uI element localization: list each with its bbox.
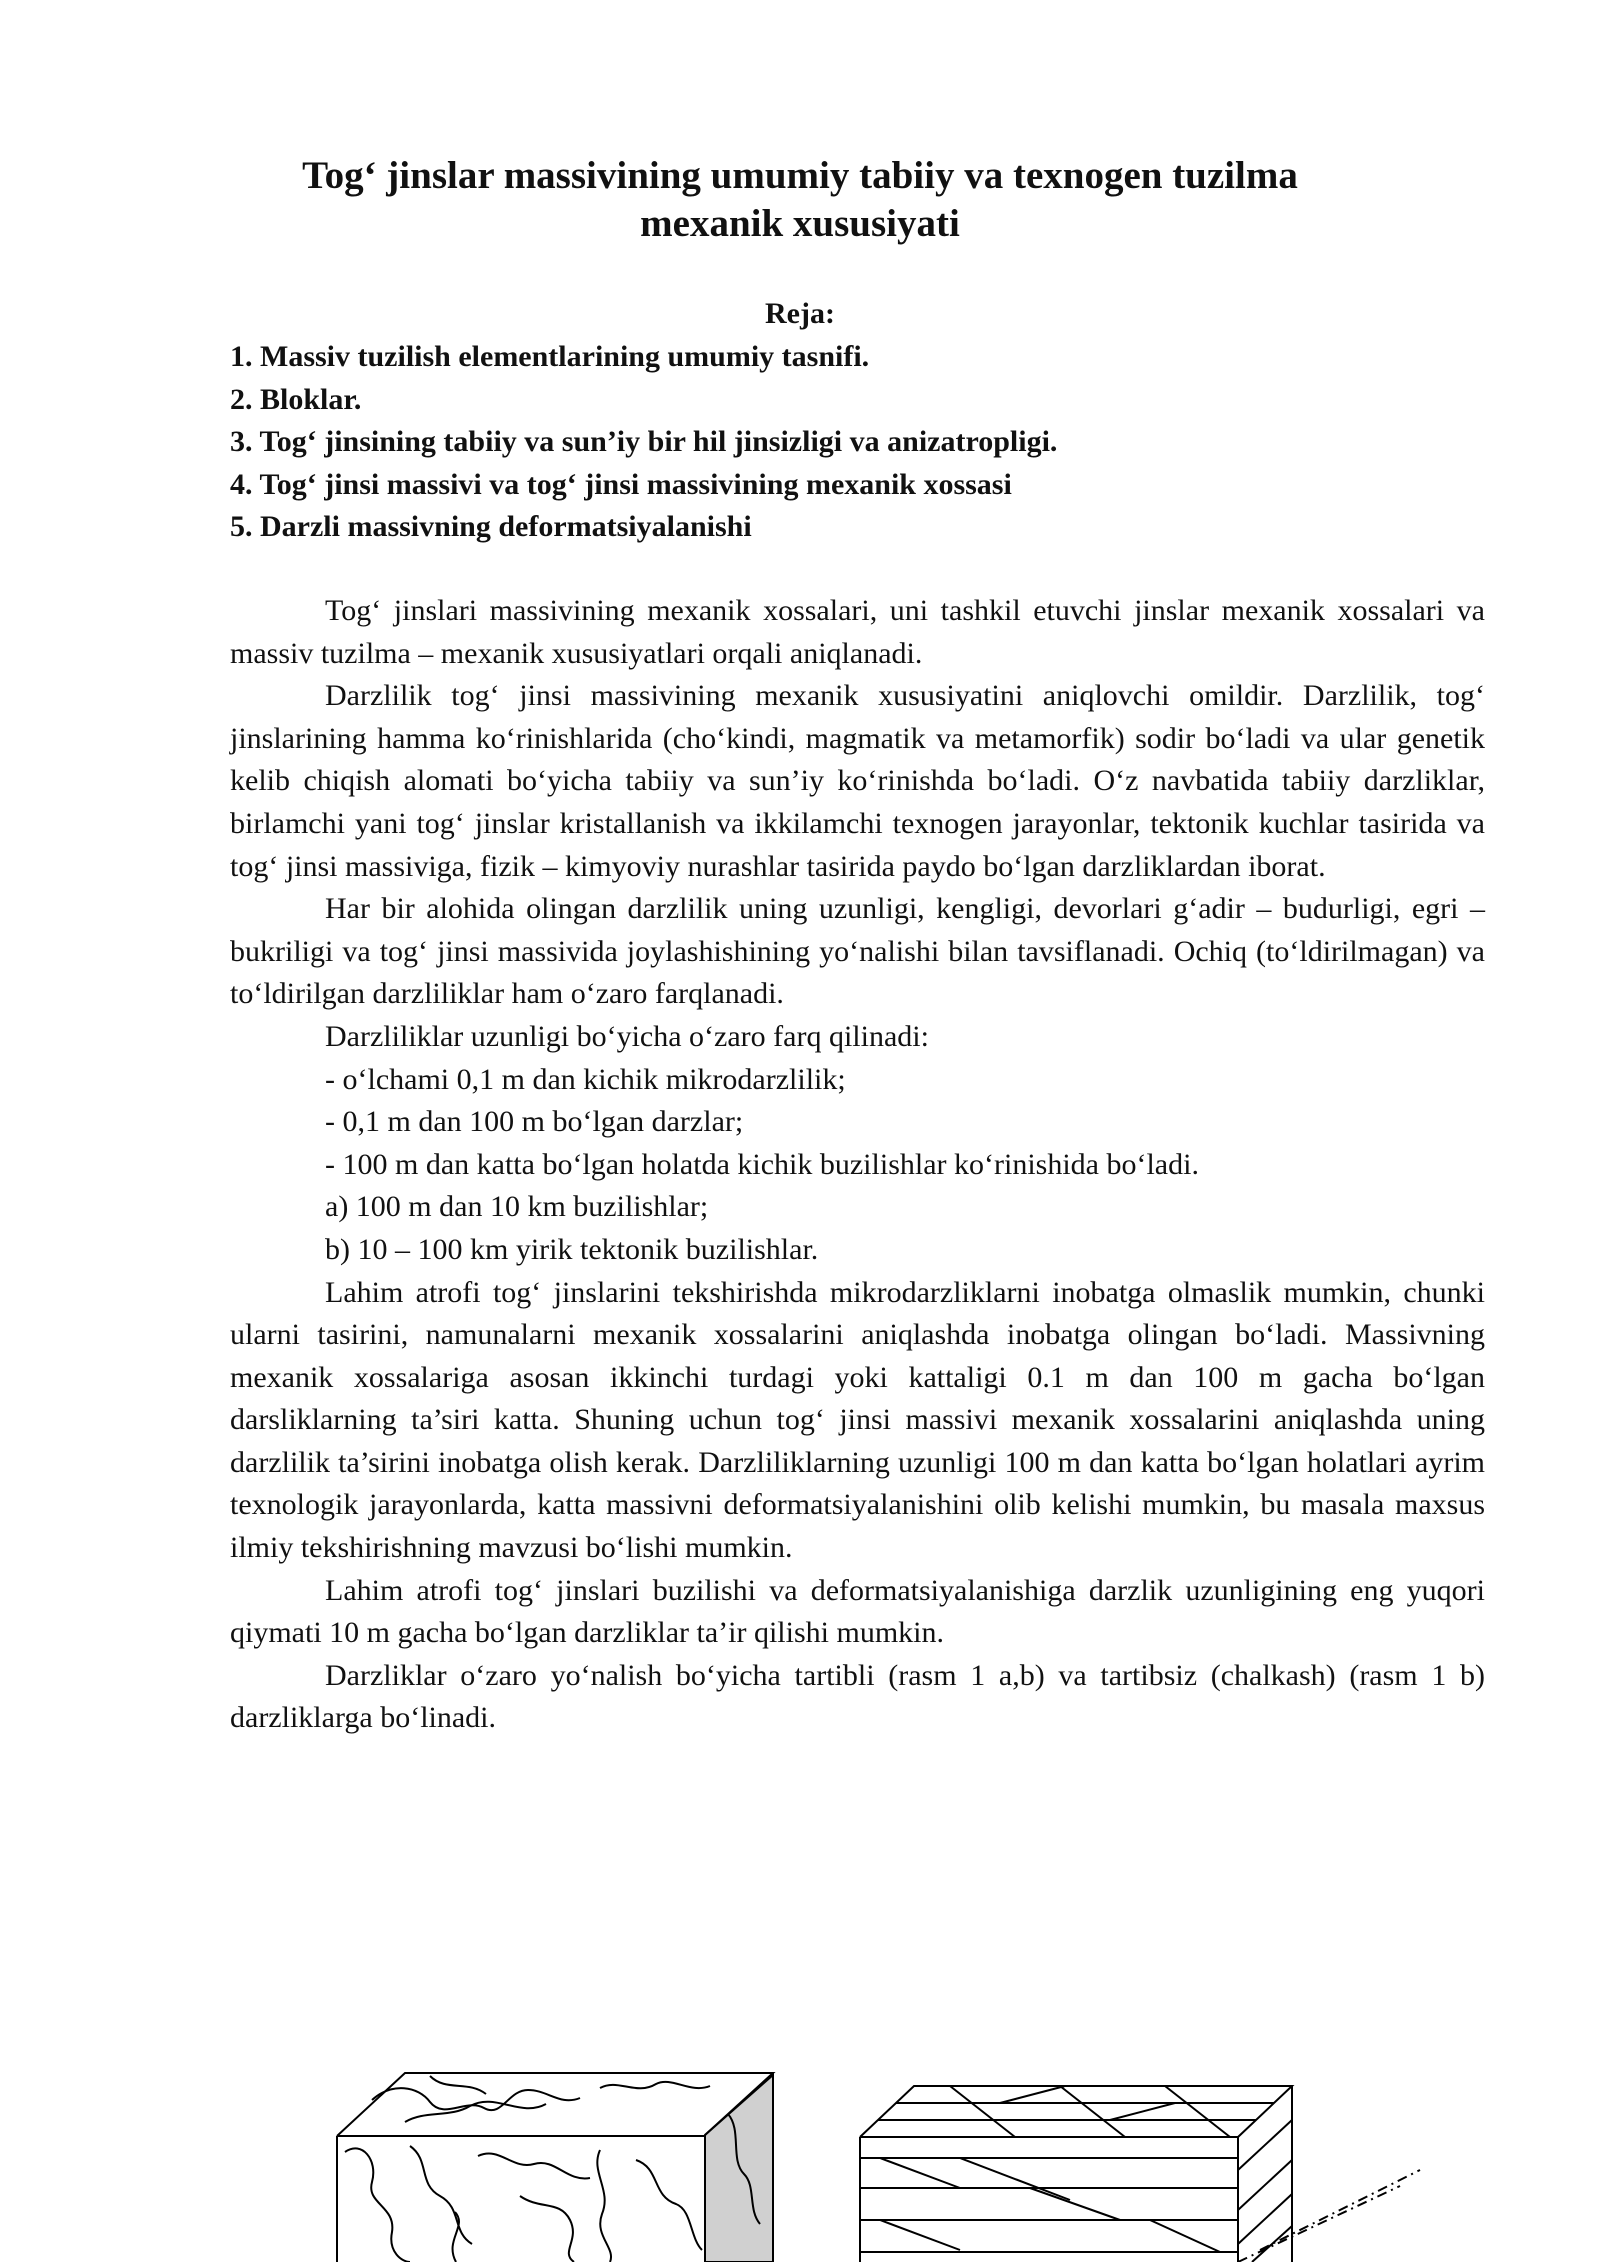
plan-item: 3. Tog‘ jinsining tabiiy va sun’iy bir hil jinsizligi va anizatropligi. [230,425,1058,458]
plan-item: 5. Darzli massivning deformatsiyalanishi [230,510,752,543]
plan-item: 1. Massiv tuzilish elementlarining umumiy tasnifi. [230,340,870,373]
plan-heading: Reja: [765,297,835,330]
plan-list [230,336,1490,549]
paragraph-3: Har bir alohida olingan darzlilik uning uzunligi, kengligi, devorlari g‘adir – budurligi, egri – bukriligi va tog‘ jinsi massivida joylashishining yo‘nalishi bilan tavsiflanadi. Ochiq (to‘ldirilmagan) va to‘ldirilgan darzliliklar ham o‘zaro farqlanadi. [230,892,1485,1011]
paragraph-1: Tog‘ jinslari massivining mexanik xossalari, uni tashkil etuvchi jinslar mexanik xossalari va massiv tuzilma – mexanik xususiyatlari orqali aniqlanadi. [230,594,1485,670]
list-item: - 0,1 m dan 100 m bo‘lgan darzlar; [325,1105,744,1139]
block-ordered-cracks [860,2086,1420,2262]
paragraph-6: Lahim atrofi tog‘ jinslari buzilishi va deformatsiyalanishiga darzlik uzunligining eng yuqori qiymati 10 m gacha bo‘lgan darzliklar ta’ir qilishi mumkin. [230,1573,1485,1650]
figure-fracture-blocks [0,2060,1600,2262]
list-item: a) 100 m dan 10 km buzilishlar; [325,1190,709,1224]
list-item: - o‘lchami 0,1 m dan kichik mikrodarzlilik; [325,1062,846,1096]
paragraph-5: Lahim atrofi tog‘ jinslarini tekshirishda mikrodarzliklarni inobatga olmaslik mumkin, chunki ularni tasirini, namunalarni mexanik xossalarini aniqlashda inobatga olingan bo‘ladi. Massivning mexanik xossalariga asosan ikkinchi turdagi yoki kattaligi 0.1 m dan 100 m gacha bo‘lgan darsliklarning ta’siri katta. Shuning uchun tog‘ jinsi massivi mexanik xossalarini aniqlashda uning darzlilik ta’sirini inobatga olish kerak. Darzliliklarning uzunligi 100 m dan katta bo‘lgan holatlari ayrim texnologik jarayonlarda, katta massivni deformatsiyalanishini olib kelishi mumkin, bu masala maxsus ilmiy tekshirishning mavzusi bo‘lishi mumkin. [230,1275,1485,1565]
plan-item: 2. Bloklar. [230,382,362,416]
list-item: b) 10 – 100 km yirik tektonik buzilishlar. [325,1232,819,1266]
title-line-1: Tog‘ jinslar massivining umumiy tabiiy va texnogen tuzilma [302,154,1298,197]
block-chaotic-cracks [337,2073,773,2262]
title-line-2: mexanik xususiyati [640,202,960,245]
paragraph-7: Darzliklar o‘zaro yo‘nalish bo‘yicha tartibli (rasm 1 a,b) va tartibsiz (chalkash) (rasm 1 b) darzliklarga bo‘linadi. [230,1658,1485,1735]
body-text [230,590,1485,1740]
paragraph-4: Darzliliklar uzunligi bo‘yicha o‘zaro farq qilinadi: [325,1019,929,1053]
list-item: - 100 m dan katta bo‘lgan holatda kichik buzilishlar ko‘rinishida bo‘ladi. [325,1147,1199,1181]
plan-item: 4. Tog‘ jinsi massivi va tog‘ jinsi massivining mexanik xossasi [230,467,1012,501]
page-title [230,152,1370,248]
paragraph-2: Darzlilik tog‘ jinsi massivining mexanik xususiyatini aniqlovchi omildir. Darzlilik, tog‘ jinslarining hamma ko‘rinishlarida (cho‘kindi, magmatik va metamorfik) sodir bo‘ladi va ular genetik kelib chiqish alomati bo‘yicha tabiiy va sun’iy ko‘rinishda bo‘ladi. O‘z navbatida tabiiy darzliklar, birlamchi yani tog‘ jinslar kristallanish va ikkilamchi texnogen jarayonlar, tektonik kuchlar tasirida va tog‘ jinsi massiviga, fizik – kimyoviy nurashlar tasirida paydo bo‘lgan darzliklardan iborat. [230,679,1485,883]
